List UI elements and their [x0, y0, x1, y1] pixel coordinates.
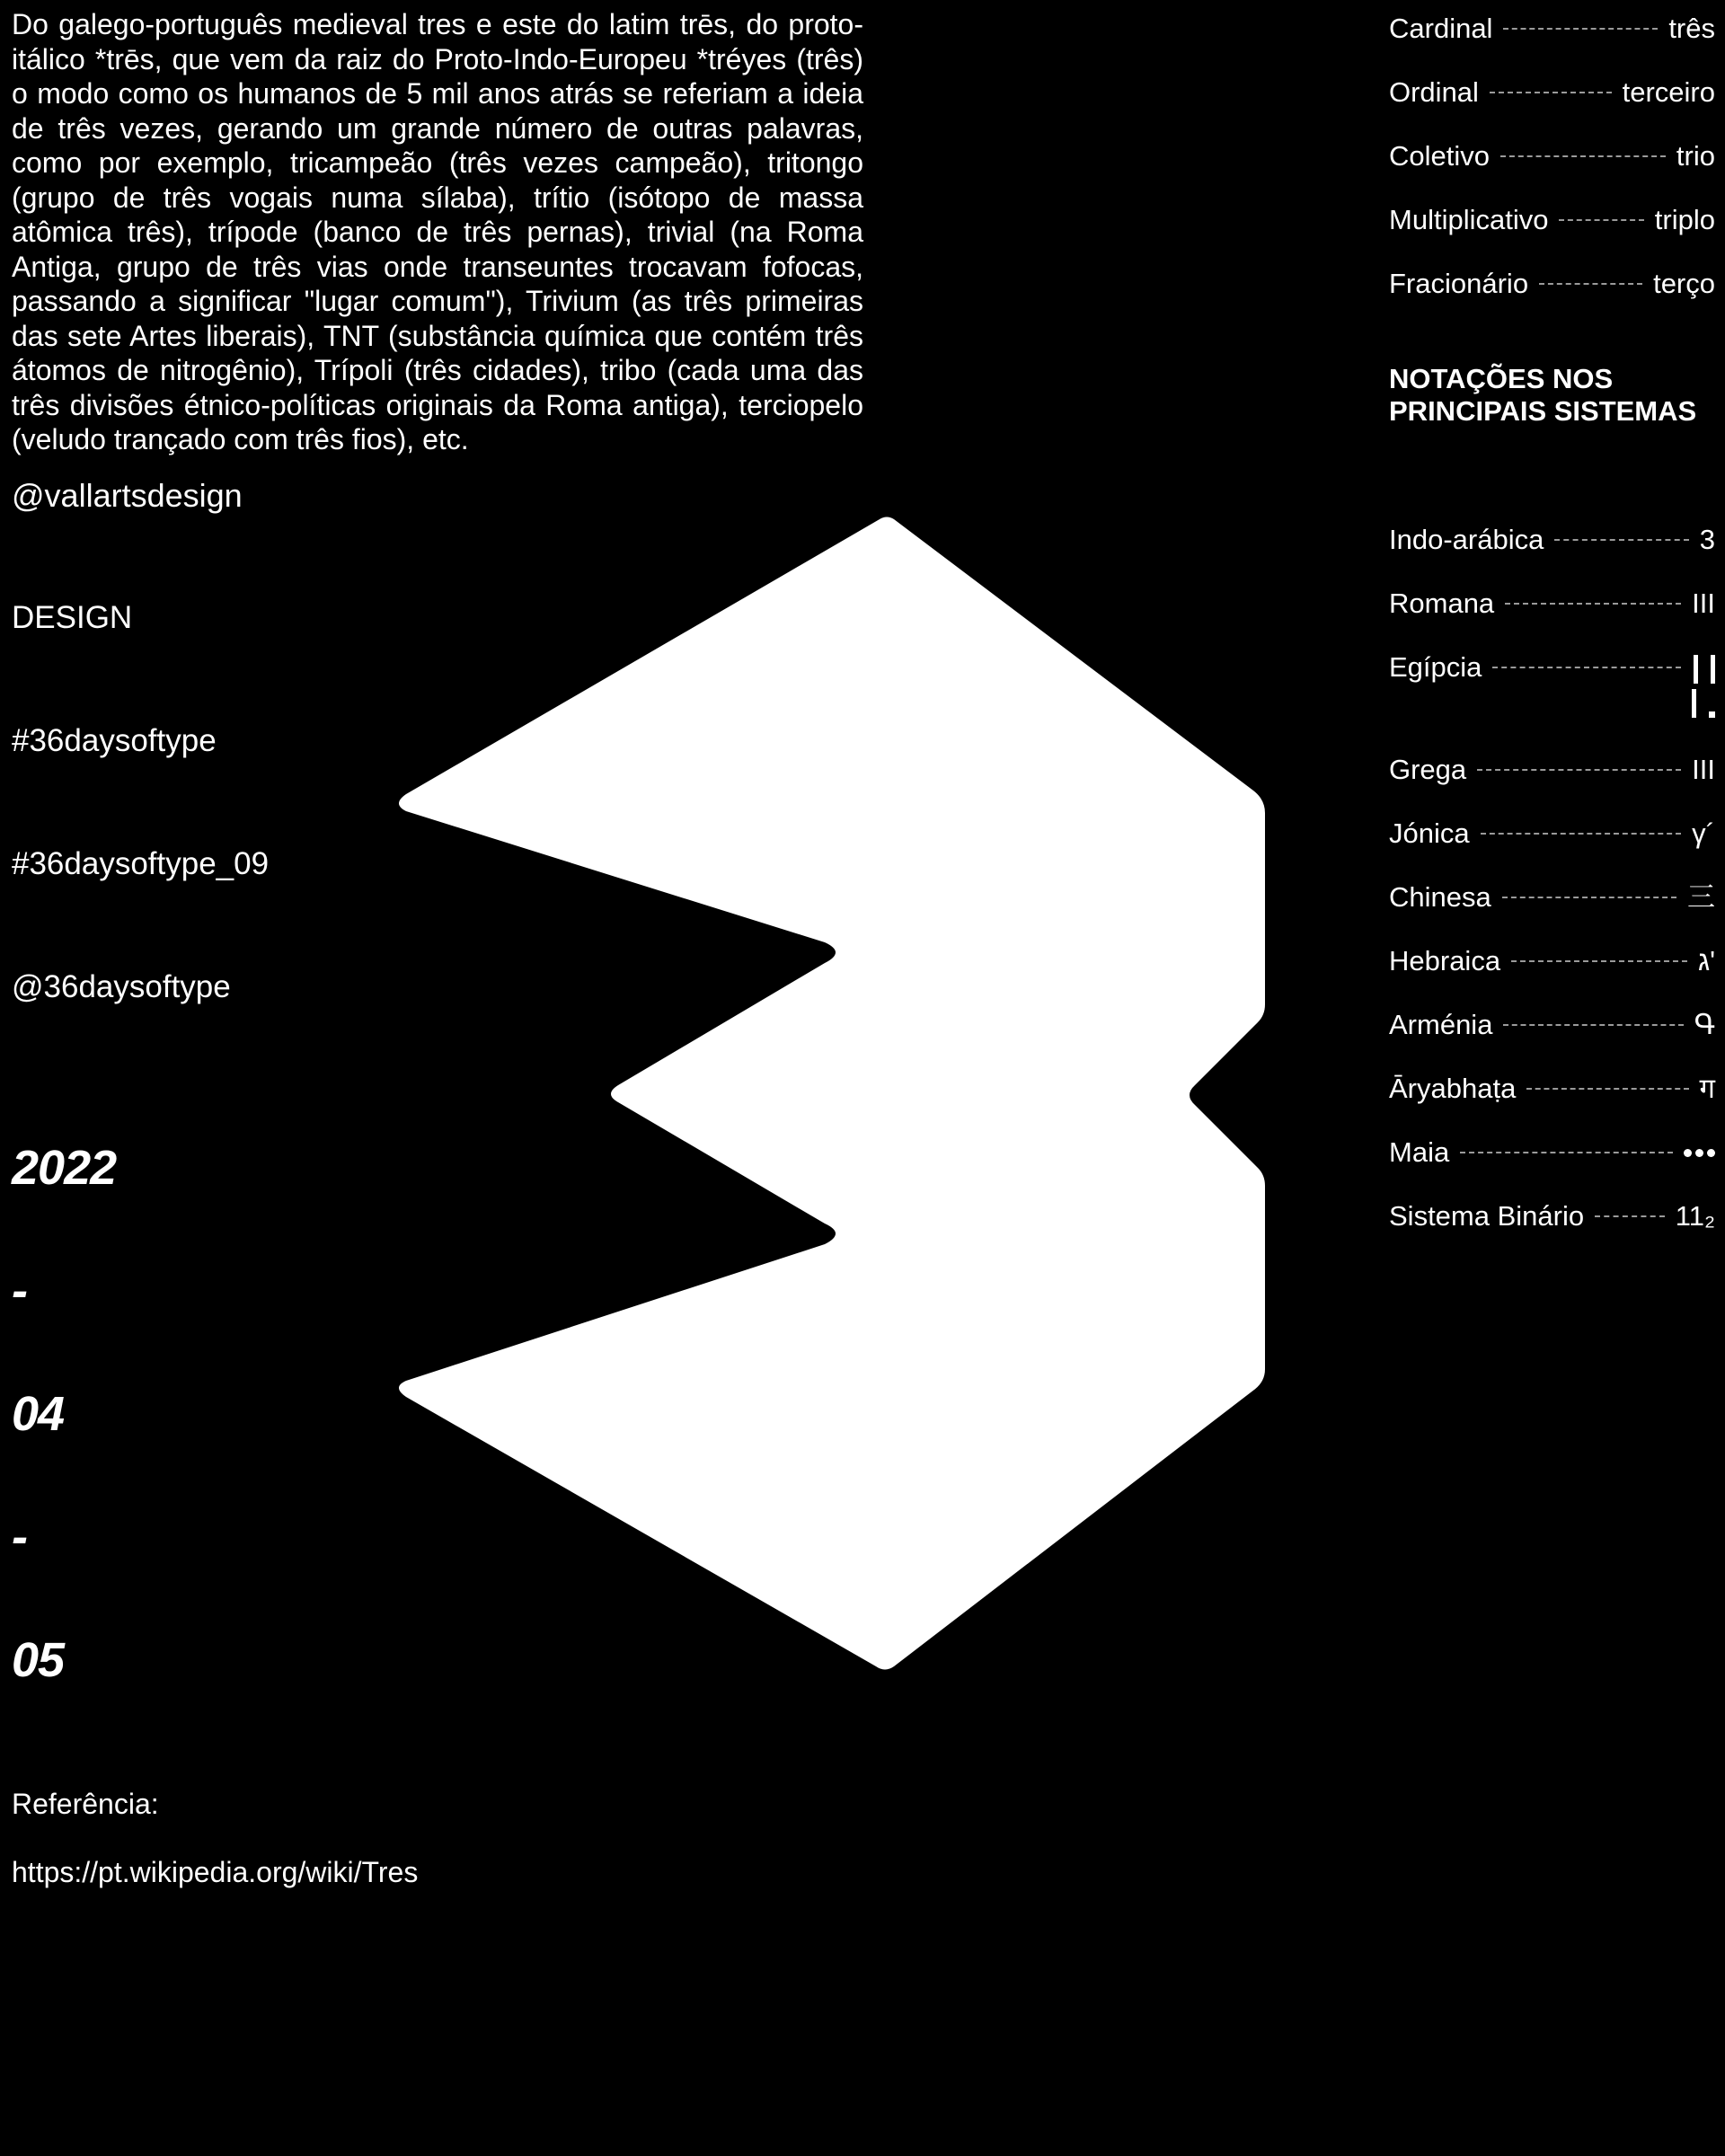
numeral-value: triplo: [1654, 204, 1715, 235]
notation-label: Grega: [1389, 754, 1467, 785]
notation-label: Āryabhaṭa: [1389, 1073, 1517, 1104]
notation-value: III: [1692, 588, 1715, 619]
notation-row-aryabhata: [1389, 1071, 1715, 1107]
notation-row-armenia: [1389, 1007, 1715, 1043]
leader-line: [1500, 155, 1666, 157]
notation-value: 3: [1699, 524, 1715, 555]
date-day: 05: [12, 1633, 65, 1687]
tag-36daysoftype: #36daysoftype: [12, 723, 217, 758]
leader-line: [1460, 1152, 1673, 1153]
author-handle: @vallartsdesign: [12, 477, 243, 514]
leader-line: [1559, 219, 1643, 221]
leader-line: [1503, 28, 1658, 30]
leader-line: [1502, 897, 1676, 898]
numeral-label: Coletivo: [1389, 140, 1490, 172]
leader-line: [1539, 283, 1642, 285]
notation-row-egipcia: [1389, 649, 1715, 718]
numeral-row-fracionario: [1389, 266, 1715, 302]
leader-line: [1481, 833, 1682, 835]
notation-label: Indo-arábica: [1389, 524, 1544, 555]
notation-value: 11₂: [1675, 1200, 1715, 1232]
numeral-label: Cardinal: [1389, 13, 1493, 44]
notation-label: Arménia: [1389, 1009, 1493, 1040]
notation-value: ग: [1699, 1073, 1715, 1104]
three-dots-icon: [1684, 1135, 1715, 1171]
notation-label: Hebraica: [1389, 945, 1501, 976]
notation-value: 三: [1687, 881, 1715, 913]
date-separator: -: [12, 1264, 27, 1318]
leader-line: [1526, 1088, 1688, 1090]
notation-row-grega: [1389, 752, 1715, 788]
tag-design: DESIGN: [12, 600, 133, 635]
intro-paragraph: Do galego-português medieval tres e este do latim trēs, do proto-itálico *trēs, que vem da raiz do Proto-Indo-Europeu *tréyes (três) o modo como os humanos de 5 mil anos atrás se referiam a ideia de três vezes, gerando um grande número de outras palavras, como por exemplo, tricampeão (três vezes campeão), tritongo (grupo de três vogais numa sílaba), trítio (isótopo de massa atômica três), trípode (banco de três pernas), trivial (na Roma Antiga, grupo de três vias onde transeuntes trocavam fofocas, passando a significar "lugar comum"), Trivium (as três primeiras das sete Artes liberais), TNT (substância química que contém três átomos de nitrogênio), Trípoli (três cidades), tribo (cada uma das três divisões étnico-políticas originais da Roma antiga), terciopelo (veludo trançado com três fios), etc.: [12, 8, 863, 455]
numeral-row-ordinal: [1389, 75, 1715, 110]
leader-line: [1477, 769, 1681, 771]
numeral-row-coletivo: [1389, 138, 1715, 174]
notation-label: Jónica: [1389, 817, 1470, 849]
leader-line: [1503, 1024, 1683, 1026]
numeral-value: três: [1668, 13, 1715, 44]
leader-line: [1511, 960, 1687, 962]
notation-row-romana: [1389, 586, 1715, 622]
leader-line: [1554, 539, 1688, 541]
notation-value: γ´: [1692, 817, 1715, 849]
numeral-value: trio: [1676, 140, 1715, 172]
notations-heading: NOTAÇÕES NOS PRINCIPAIS SISTEMAS: [1389, 363, 1697, 427]
numeral-label: Multiplicativo: [1389, 204, 1549, 235]
notation-label: Chinesa: [1389, 881, 1491, 913]
reference-link[interactable]: https://pt.wikipedia.org/wiki/Tres: [12, 1856, 419, 1888]
notation-label: Egípcia: [1389, 651, 1482, 683]
leader-line: [1595, 1215, 1665, 1217]
notation-row-binario: [1389, 1198, 1715, 1234]
date-month: 04: [12, 1387, 65, 1441]
numeral-value: terceiro: [1622, 76, 1715, 108]
notation-label: Sistema Binário: [1389, 1200, 1585, 1232]
numeral-label: Ordinal: [1389, 76, 1479, 108]
notation-value: III: [1692, 754, 1715, 785]
date-year: 2022: [12, 1141, 117, 1195]
tag-36daysoftype-09: #36daysoftype_09: [12, 846, 270, 881]
date-separator: -: [12, 1510, 27, 1564]
reference-label: Referência:: [12, 1788, 159, 1820]
numeral-row-cardinal: [1389, 11, 1715, 47]
notation-row-hebraica: [1389, 943, 1715, 979]
notation-value: ג': [1697, 945, 1715, 976]
leader-line: [1490, 92, 1612, 93]
notation-row-jonica: [1389, 816, 1715, 852]
numeral-label: Fracionário: [1389, 268, 1529, 299]
notation-row-indo-arabica: [1389, 522, 1715, 558]
notation-value: Գ: [1694, 1009, 1715, 1040]
notation-label: Maia: [1389, 1136, 1450, 1168]
three-strokes-icon: [1692, 649, 1715, 718]
tag-36daysoftype-handle: @36daysoftype: [12, 969, 231, 1004]
numeral-row-multiplicativo: [1389, 202, 1715, 238]
notation-label: Romana: [1389, 588, 1495, 619]
leader-line: [1505, 603, 1681, 605]
notation-row-maia: [1389, 1135, 1715, 1171]
leader-line: [1492, 667, 1681, 668]
notation-row-chinesa: [1389, 879, 1715, 915]
numeral-value: terço: [1653, 268, 1715, 299]
